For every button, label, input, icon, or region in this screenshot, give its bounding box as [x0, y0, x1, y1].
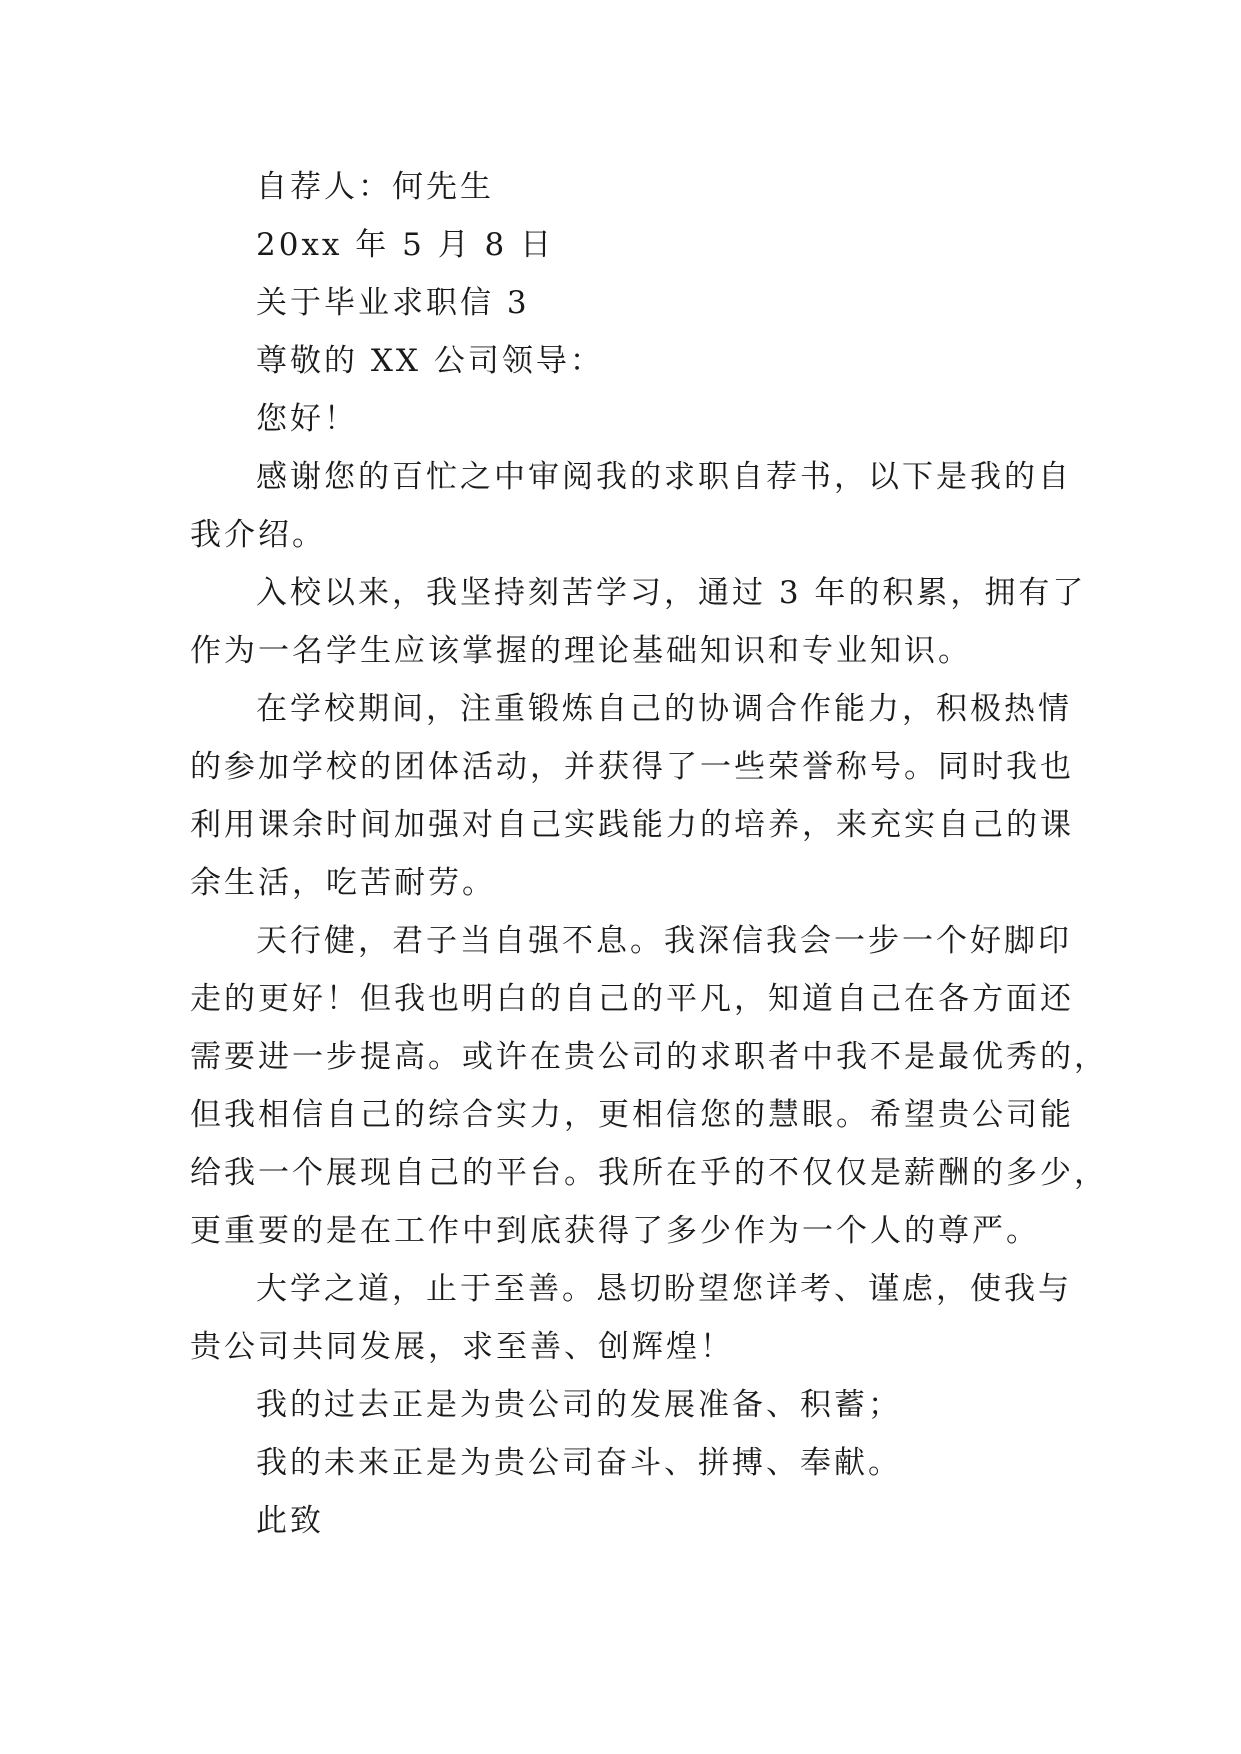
paragraph-4-line-1: 天行健，君子当自强不息。我深信我会一步一个好脚印 — [256, 923, 1072, 959]
paragraph-4-line-4: 但我相信自己的综合实力，更相信您的慧眼。希望贵公司能 — [190, 1097, 1074, 1133]
signature-line: 自荐人：何先生 — [256, 169, 494, 205]
letter-body — [190, 158, 1108, 1550]
paragraph-3-line-4: 余生活，吃苦耐劳。 — [190, 865, 496, 901]
closing-line-1: 我的过去正是为贵公司的发展准备、积蓄； — [256, 1387, 902, 1423]
paragraph-2-line-1: 入校以来，我坚持刻苦学习，通过 3 年的积累，拥有了 — [256, 575, 1087, 611]
salutation: 尊敬的 XX 公司领导： — [256, 343, 604, 379]
closing-salute: 此致 — [256, 1503, 324, 1539]
date-line: 20xx 年 5 月 8 日 — [256, 227, 555, 263]
paragraph-3-line-3: 利用课余时间加强对自己实践能力的培养，来充实自己的课 — [190, 807, 1074, 843]
greeting: 您好！ — [256, 401, 358, 437]
paragraph-4-line-5: 给我一个展现自己的平台。我所在乎的不仅仅是薪酬的多少， — [190, 1155, 1108, 1191]
paragraph-2-line-2: 作为一名学生应该掌握的理论基础知识和专业知识。 — [190, 633, 972, 669]
paragraph-5-line-1: 大学之道，止于至善。恳切盼望您详考、谨虑，使我与 — [256, 1271, 1072, 1307]
paragraph-4-line-3: 需要进一步提高。或许在贵公司的求职者中我不是最优秀的， — [190, 1039, 1108, 1075]
paragraph-4-line-6: 更重要的是在工作中到底获得了多少作为一个人的尊严。 — [190, 1213, 1040, 1249]
paragraph-1-line-2: 我介绍。 — [190, 517, 326, 553]
paragraph-3-line-1: 在学校期间，注重锻炼自己的协调合作能力，积极热情 — [256, 691, 1072, 727]
closing-line-2: 我的未来正是为贵公司奋斗、拼搏、奉献。 — [256, 1445, 902, 1481]
paragraph-4-line-2: 走的更好！但我也明白的自己的平凡，知道自己在各方面还 — [190, 981, 1074, 1017]
paragraph-1-line-1: 感谢您的百忙之中审阅我的求职自荐书，以下是我的自 — [256, 459, 1072, 495]
paragraph-5-line-2: 贵公司共同发展，求至善、创辉煌！ — [190, 1329, 734, 1365]
paragraph-3-line-2: 的参加学校的团体活动，并获得了一些荣誉称号。同时我也 — [190, 749, 1074, 785]
letter-title: 关于毕业求职信 3 — [256, 285, 530, 321]
